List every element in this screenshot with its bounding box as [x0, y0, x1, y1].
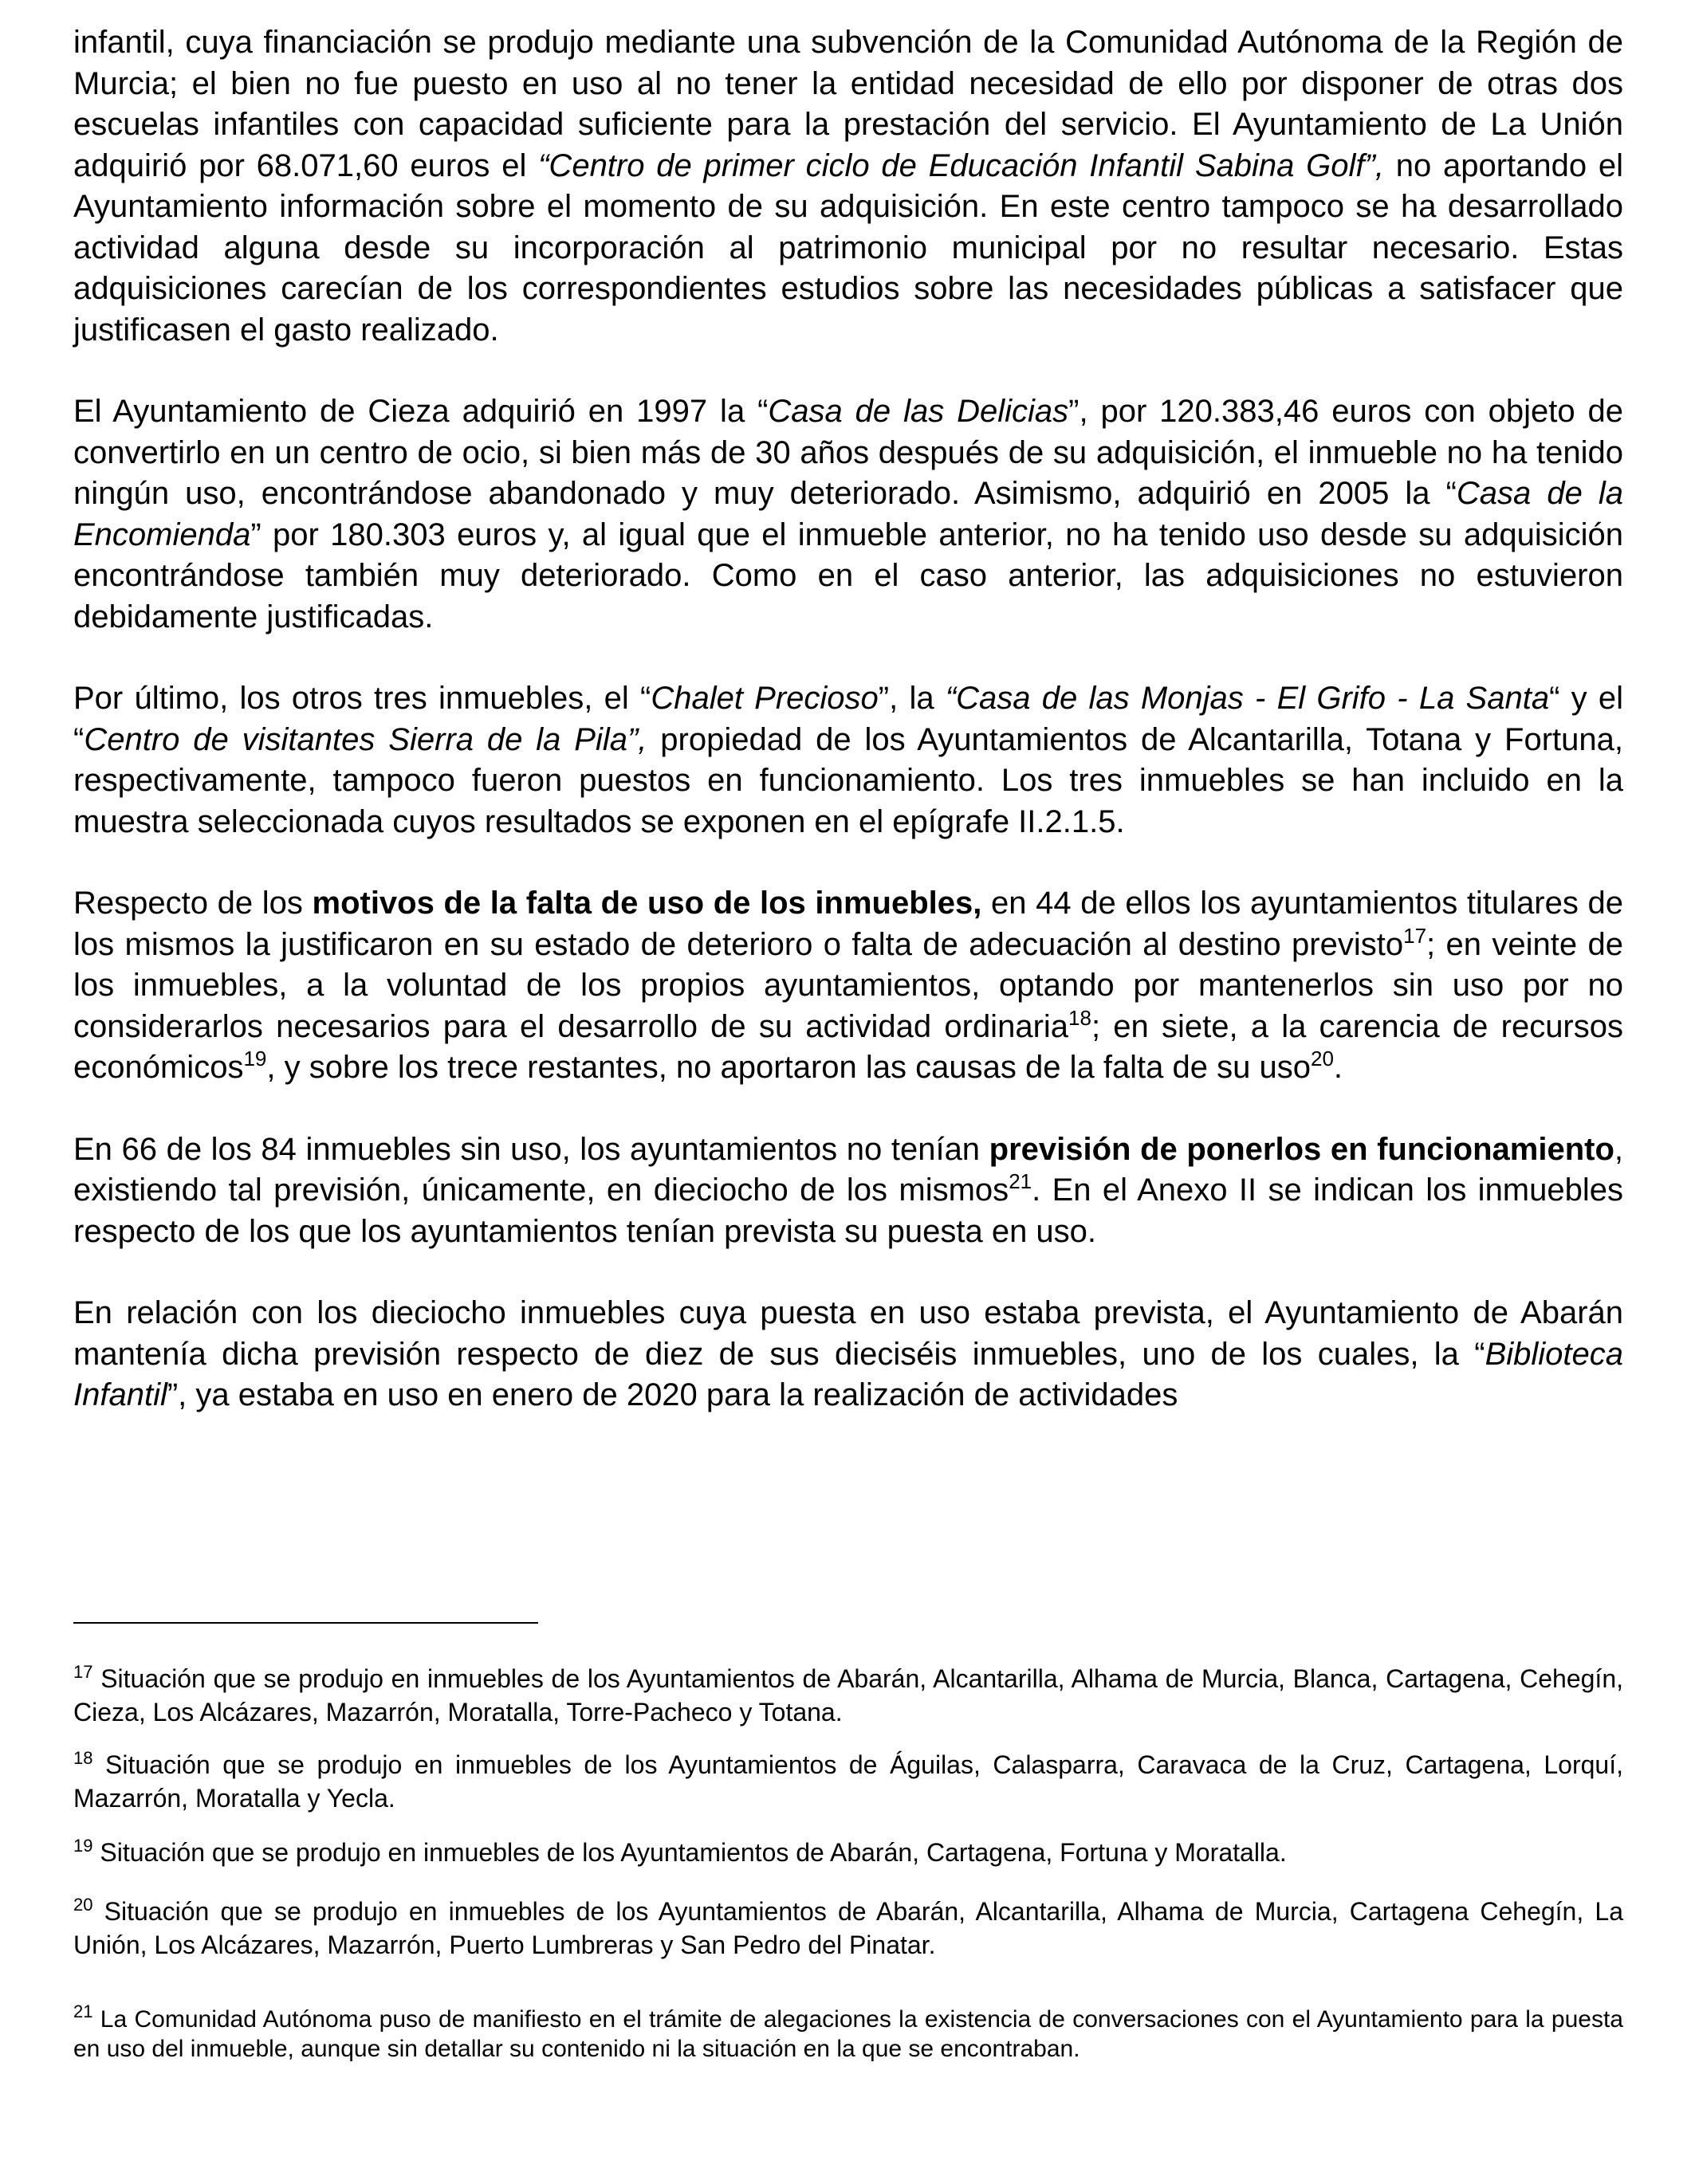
footnote-number: 17	[73, 1662, 93, 1682]
footnote-ref-17[interactable]: 17	[1403, 923, 1427, 948]
text-run: ”, por 120.383,46 euros con objeto de convertirlo en un centro de ocio, si bien más de 30 años después de su adquisición, el inmueble no ha tenido ningún uso, encontrándose abandonado y muy deteriorado. Asimismo, adquirió en 2005 la “	[73, 394, 1623, 511]
footnote-ref-19[interactable]: 19	[243, 1047, 267, 1070]
text-run: En 66 de los 84 inmuebles sin uso, los ayuntamientos no tenían	[73, 1131, 989, 1167]
text-run: En relación con los dieciocho inmuebles cuya puesta en uso estaba prevista, el Ayuntamiento de Abarán mantenía dicha previsión respecto de diez de sus dieciséis inmuebles, uno de los cuales, la “	[73, 1295, 1623, 1372]
text-run: “ y el “	[73, 681, 1624, 757]
italic-title-casa-encomienda: Casa de la Encomienda	[73, 476, 1623, 552]
footnote-number: 20	[73, 1895, 93, 1915]
footnote-20	[73, 1895, 1623, 1962]
italic-title-casa-delicias: Casa de las Delicias	[768, 394, 1069, 429]
italic-title-sabina-golf: “Centro de primer ciclo de Educación Infantil Sabina Golf”,	[538, 147, 1384, 183]
footnote-17	[73, 1662, 1623, 1729]
footnote-text: Situación que se produjo en inmuebles de los Ayuntamientos de Águilas, Calasparra, Caravaca de la Cruz, Cartagena, Lorquí, Mazarrón, Moratalla y Yecla.	[73, 1750, 1623, 1813]
text-run: en 44 de ellos los ayuntamientos titulares de los mismos la justificaron en su estado de deterioro o falta de adecuación al destino previsto	[73, 886, 1623, 962]
footnote-separator	[73, 1622, 538, 1624]
paragraph-otros-inmuebles	[73, 678, 1623, 843]
footnotes	[73, 1662, 1623, 2064]
text-run: . En el Anexo II se indican los inmuebles respecto de los que los ayuntamientos tenían prevista su puesta en uso.	[73, 1173, 1623, 1249]
footnote-21	[73, 2001, 1623, 2064]
text-run: ; en siete, a la carencia de recursos económicos	[73, 1008, 1624, 1085]
paragraph-prevision	[73, 1129, 1623, 1253]
footnote-text: Situación que se produjo en inmuebles de los Ayuntamientos de Abarán, Cartagena, Fortuna y Moratalla.	[92, 1838, 1287, 1867]
text-run: infantil, cuya financiación se produjo mediante una subvención de la Comunidad Autónoma de la Región de Murcia; el bien no fue puesto en uso al no tener la entidad necesidad de ello por disponer de otras dos escuelas infantiles con capacidad suficiente para la prestación del servicio. El Ayuntamiento de La Unión adquirió por 68.071,60 euros el	[73, 25, 1623, 183]
footnote-text: Situación que se produjo en inmuebles de los Ayuntamientos de Abarán, Alcantarilla, Alhama de Murcia, Blanca, Cartagena, Cehegín, Cieza, Los Alcázares, Mazarrón, Moratalla, Torre-Pacheco y Totana.	[73, 1664, 1623, 1726]
text-run: , y sobre los trece restantes, no aportaron las causas de la falta de su uso	[266, 1050, 1311, 1085]
bold-prevision: previsión de ponerlos en funcionamiento	[989, 1131, 1614, 1167]
text-run: no aportando el Ayuntamiento información sobre el momento de su adquisición. En este centro tampoco se ha desarrollado actividad alguna desde su incorporación al patrimonio municipal por no resultar necesario. Estas adquisiciones carecían de los correspondientes estudios sobre las necesidades públicas a satisfacer que justificasen el gasto realizado.	[73, 147, 1624, 348]
paragraph-motivos	[73, 883, 1623, 1089]
paragraph-abaran	[73, 1293, 1623, 1416]
text-run: Por último, los otros tres inmuebles, el “	[73, 681, 651, 716]
footnote-text: La Comunidad Autónoma puso de manifiesto en el trámite de alegaciones la existencia de conversaciones con el Ayuntamiento para la puesta en uso del inmueble, aunque sin detallar su contenido ni la situación en la que se encontraban.	[73, 2006, 1623, 2062]
footnote-ref-18[interactable]: 18	[1068, 1005, 1091, 1030]
bold-motivos: motivos de la falta de uso de los inmuebles,	[312, 886, 982, 921]
italic-title-biblioteca-infantil: Biblioteca Infantil	[73, 1336, 1623, 1412]
italic-title-centro-visitantes: Centro de visitantes Sierra de la Pila”,	[84, 721, 647, 757]
footnote-18	[73, 1748, 1623, 1815]
text-run: El Ayuntamiento de Cieza adquirió en 1997 la “	[73, 394, 769, 429]
footnote-number: 21	[73, 2001, 93, 2021]
paragraph-sabina-golf	[73, 22, 1623, 351]
text-run: Respecto de los	[73, 886, 313, 921]
body-text	[73, 22, 1623, 1416]
footnote-ref-21[interactable]: 21	[1009, 1169, 1032, 1193]
text-run: ” por 180.303 euros y, al igual que el inmueble anterior, no ha tenido uso desde su adquisición encontrándose también muy deteriorado. Como en el caso anterior, las adquisiciones no estuvieron debidamente justificadas.	[73, 517, 1623, 634]
text-run: ”, ya estaba en uso en enero de 2020 para la realización de actividades	[167, 1377, 1178, 1412]
footnote-number: 18	[73, 1748, 93, 1768]
paragraph-cieza	[73, 391, 1623, 638]
footnote-19	[73, 1836, 1623, 1869]
text-run: ; en veinte de los inmuebles, a la voluntad de los propios ayuntamientos, optando por mantenerlos sin uso por no considerarlos necesarios para el desarrollo de su actividad ordinaria	[73, 926, 1623, 1044]
text-run: .	[1333, 1050, 1343, 1085]
footnote-number: 19	[73, 1836, 93, 1856]
italic-title-casa-monjas: “Casa de las Monjas - El Grifo - La Santa	[945, 681, 1550, 716]
footnote-ref-20[interactable]: 20	[1311, 1047, 1334, 1070]
footnote-text: Situación que se produjo en inmuebles de los Ayuntamientos de Abarán, Alcantarilla, Alhama de Murcia, Cartagena Cehegín, La Unión, Los Alcázares, Mazarrón, Puerto Lumbreras y San Pedro del Pinatar.	[73, 1897, 1623, 1959]
text-run: , existiendo tal previsión, únicamente, en dieciocho de los mismos	[73, 1131, 1624, 1208]
text-run: propiedad de los Ayuntamientos de Alcantarilla, Totana y Fortuna, respectivamente, tampoco fueron puestos en funcionamiento. Los tres inmuebles se han incluido en la muestra seleccionada cuyos resultados se exponen en el epígrafe II.2.1.5.	[73, 721, 1623, 839]
italic-title-chalet-precioso: Chalet Precioso	[651, 681, 879, 716]
text-run: ”, la	[878, 681, 946, 716]
